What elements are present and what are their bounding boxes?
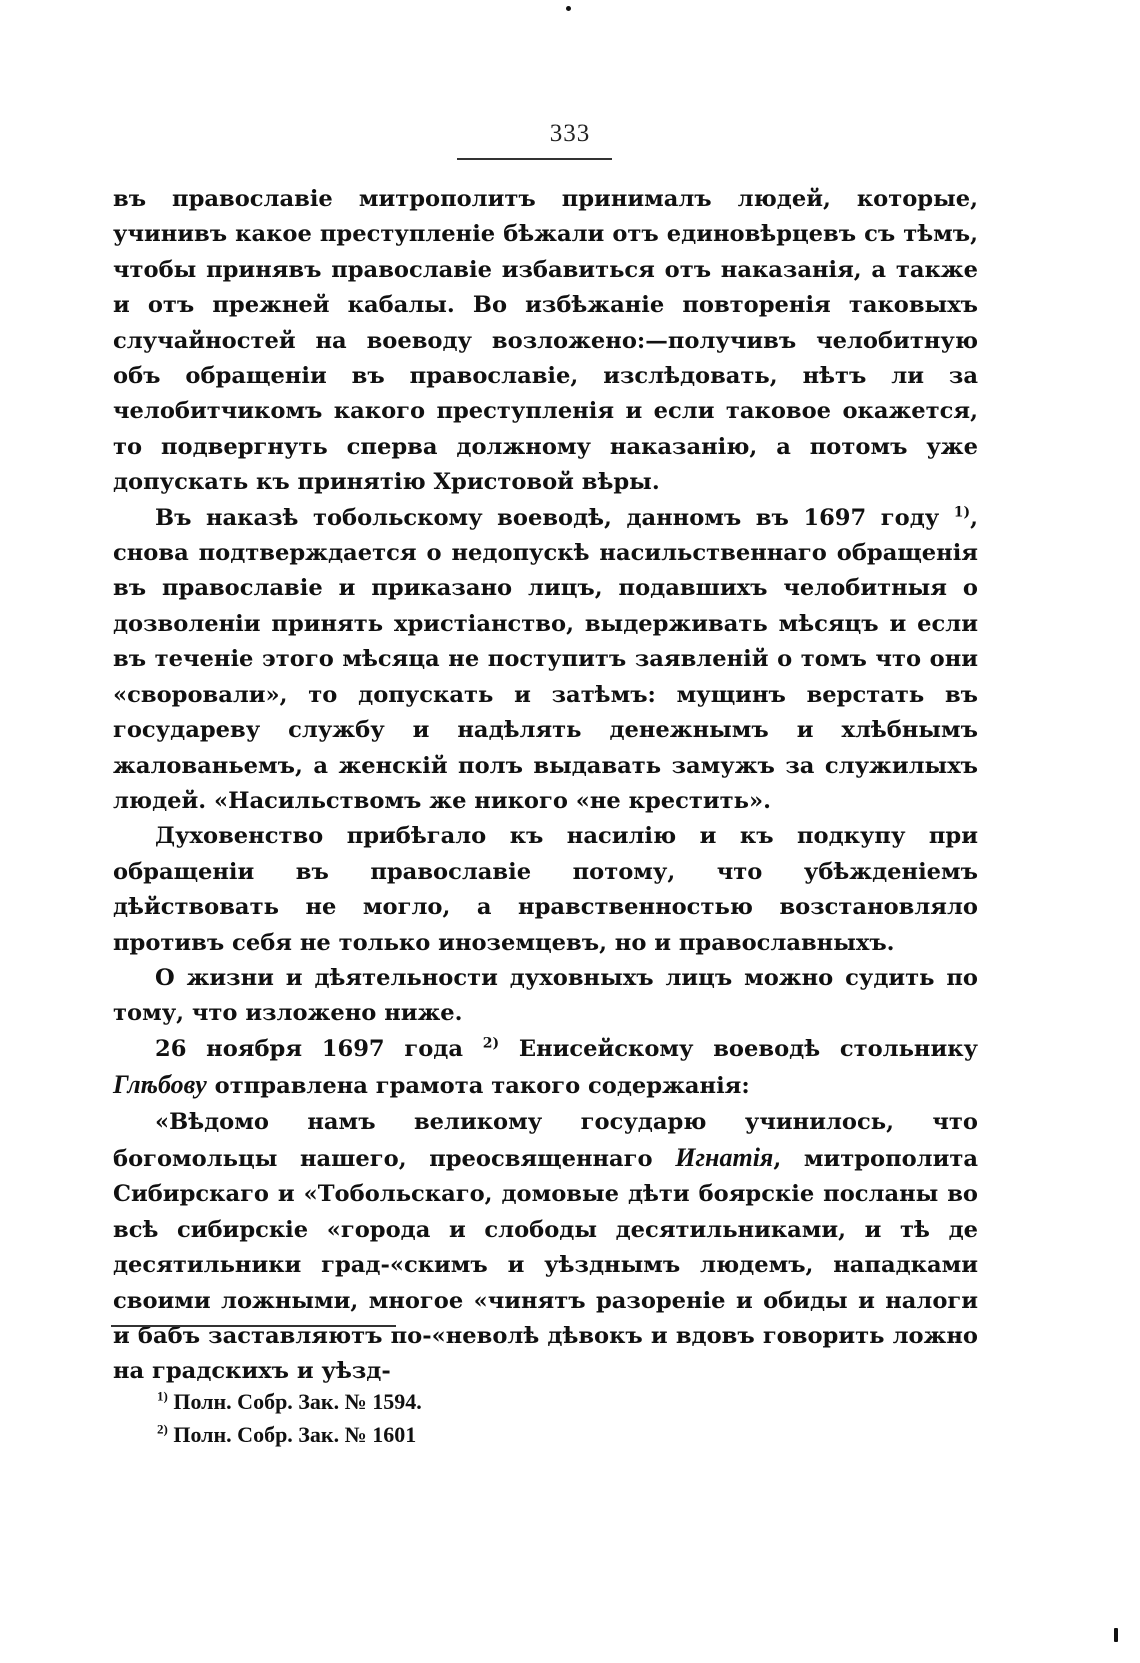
text-segment: Духовенство прибѣгало къ насилію и къ подкупу при обращеніи въ православіе потому, что убѣжденіемъ дѣйствовать не могло, а нравственностью возстановляло противъ себя не только иноземцевъ, но и православныхъ. (113, 823, 978, 956)
footnote-reference: 2) (482, 1035, 500, 1052)
italic-name: Игнатія (675, 1142, 774, 1172)
footnote-reference: 1) (953, 504, 971, 521)
paragraph (113, 1105, 978, 1390)
footnote (157, 1385, 757, 1418)
footnote-mark: 1) (157, 1388, 168, 1404)
paragraph (113, 501, 978, 820)
paragraph (113, 1032, 978, 1105)
text-segment: отправлена грамота такого содержанія: (206, 1073, 750, 1100)
page-number: 333 (549, 120, 591, 147)
paragraph (113, 961, 978, 1032)
footnote-text: Полн. Собр. Зак. № 1594. (173, 1389, 422, 1414)
text-segment: , митрополита Сибирскаго и «Тобольскаго, домовые дѣти боярскіе посланы во всѣ сибирскіе «города и слободы десятильниками, и тѣ де десятильники град-«скимъ и уѣзднымъ людемъ, нападками своими ложными, многое «чинятъ разореніе и обиды и налоги и бабъ заставляютъ по-«неволѣ дѣвокъ и вдовъ говорить ложно на градскихъ и уѣзд- (113, 1145, 978, 1385)
paragraph (113, 182, 978, 501)
text-segment: О жизни и дѣятельности духовныхъ лицъ можно судить по тому, что изложено ниже. (113, 964, 978, 1027)
body-text (113, 182, 978, 1390)
footnote-separator (111, 1325, 396, 1327)
text-segment: «Вѣдомо намъ великому государю учинилось, что богомольцы нашего, преосвященнаго (113, 1108, 978, 1172)
scan-speck (566, 6, 571, 11)
text-segment: , снова подтверждается о недопускѣ насильственнаго обращенія въ православіе и приказано лицъ, подавшихъ челобитныя о дозволеніи принять христіанство, выдерживать мѣсяцъ и если въ теченіе этого мѣсяца не поступитъ заявленій о томъ что они «своровали», то допускать и затѣмъ: мущинъ верстать въ государеву службу и надѣлять денежнымъ и хлѣбнымъ жалованьемъ, а женскій полъ выдавать замужъ за служилыхъ людей. «Насильствомъ же никого «не крестить». (113, 504, 978, 814)
text-segment: Енисейскому воеводѣ стольнику (499, 1035, 978, 1062)
footnote-mark: 2) (157, 1421, 168, 1437)
footnote-text: Полн. Собр. Зак. № 1601 (173, 1422, 417, 1447)
paragraph (113, 819, 978, 961)
text-segment: Въ наказѣ тобольскому воеводѣ, данномъ въ 1697 году (155, 504, 954, 531)
text-segment: въ православіе митрополитъ принималъ людей, которые, учинивъ какое преступленіе бѣжали отъ единовѣрцевъ съ тѣмъ, чтобы принявъ православіе избавиться отъ наказанія, а также и отъ прежней кабалы. Во избѣжаніе повторенія таковыхъ случайностей на воеводу возложено:—получивъ челобитную объ обращеніи въ православіе, изслѣдовать, нѣтъ ли за челобитчикомъ какого преступленія и если таковое окажется, то подвергнуть сперва должному наказанію, а потомъ уже допускать къ принятію Христовой вѣры. (113, 186, 978, 496)
footnotes (157, 1385, 757, 1451)
italic-name: Глѣбову (113, 1070, 207, 1100)
text-segment: 26 ноября 1697 года (155, 1035, 483, 1062)
footnote (157, 1418, 757, 1451)
header-rule (457, 158, 612, 160)
scan-speck (1114, 1628, 1118, 1642)
